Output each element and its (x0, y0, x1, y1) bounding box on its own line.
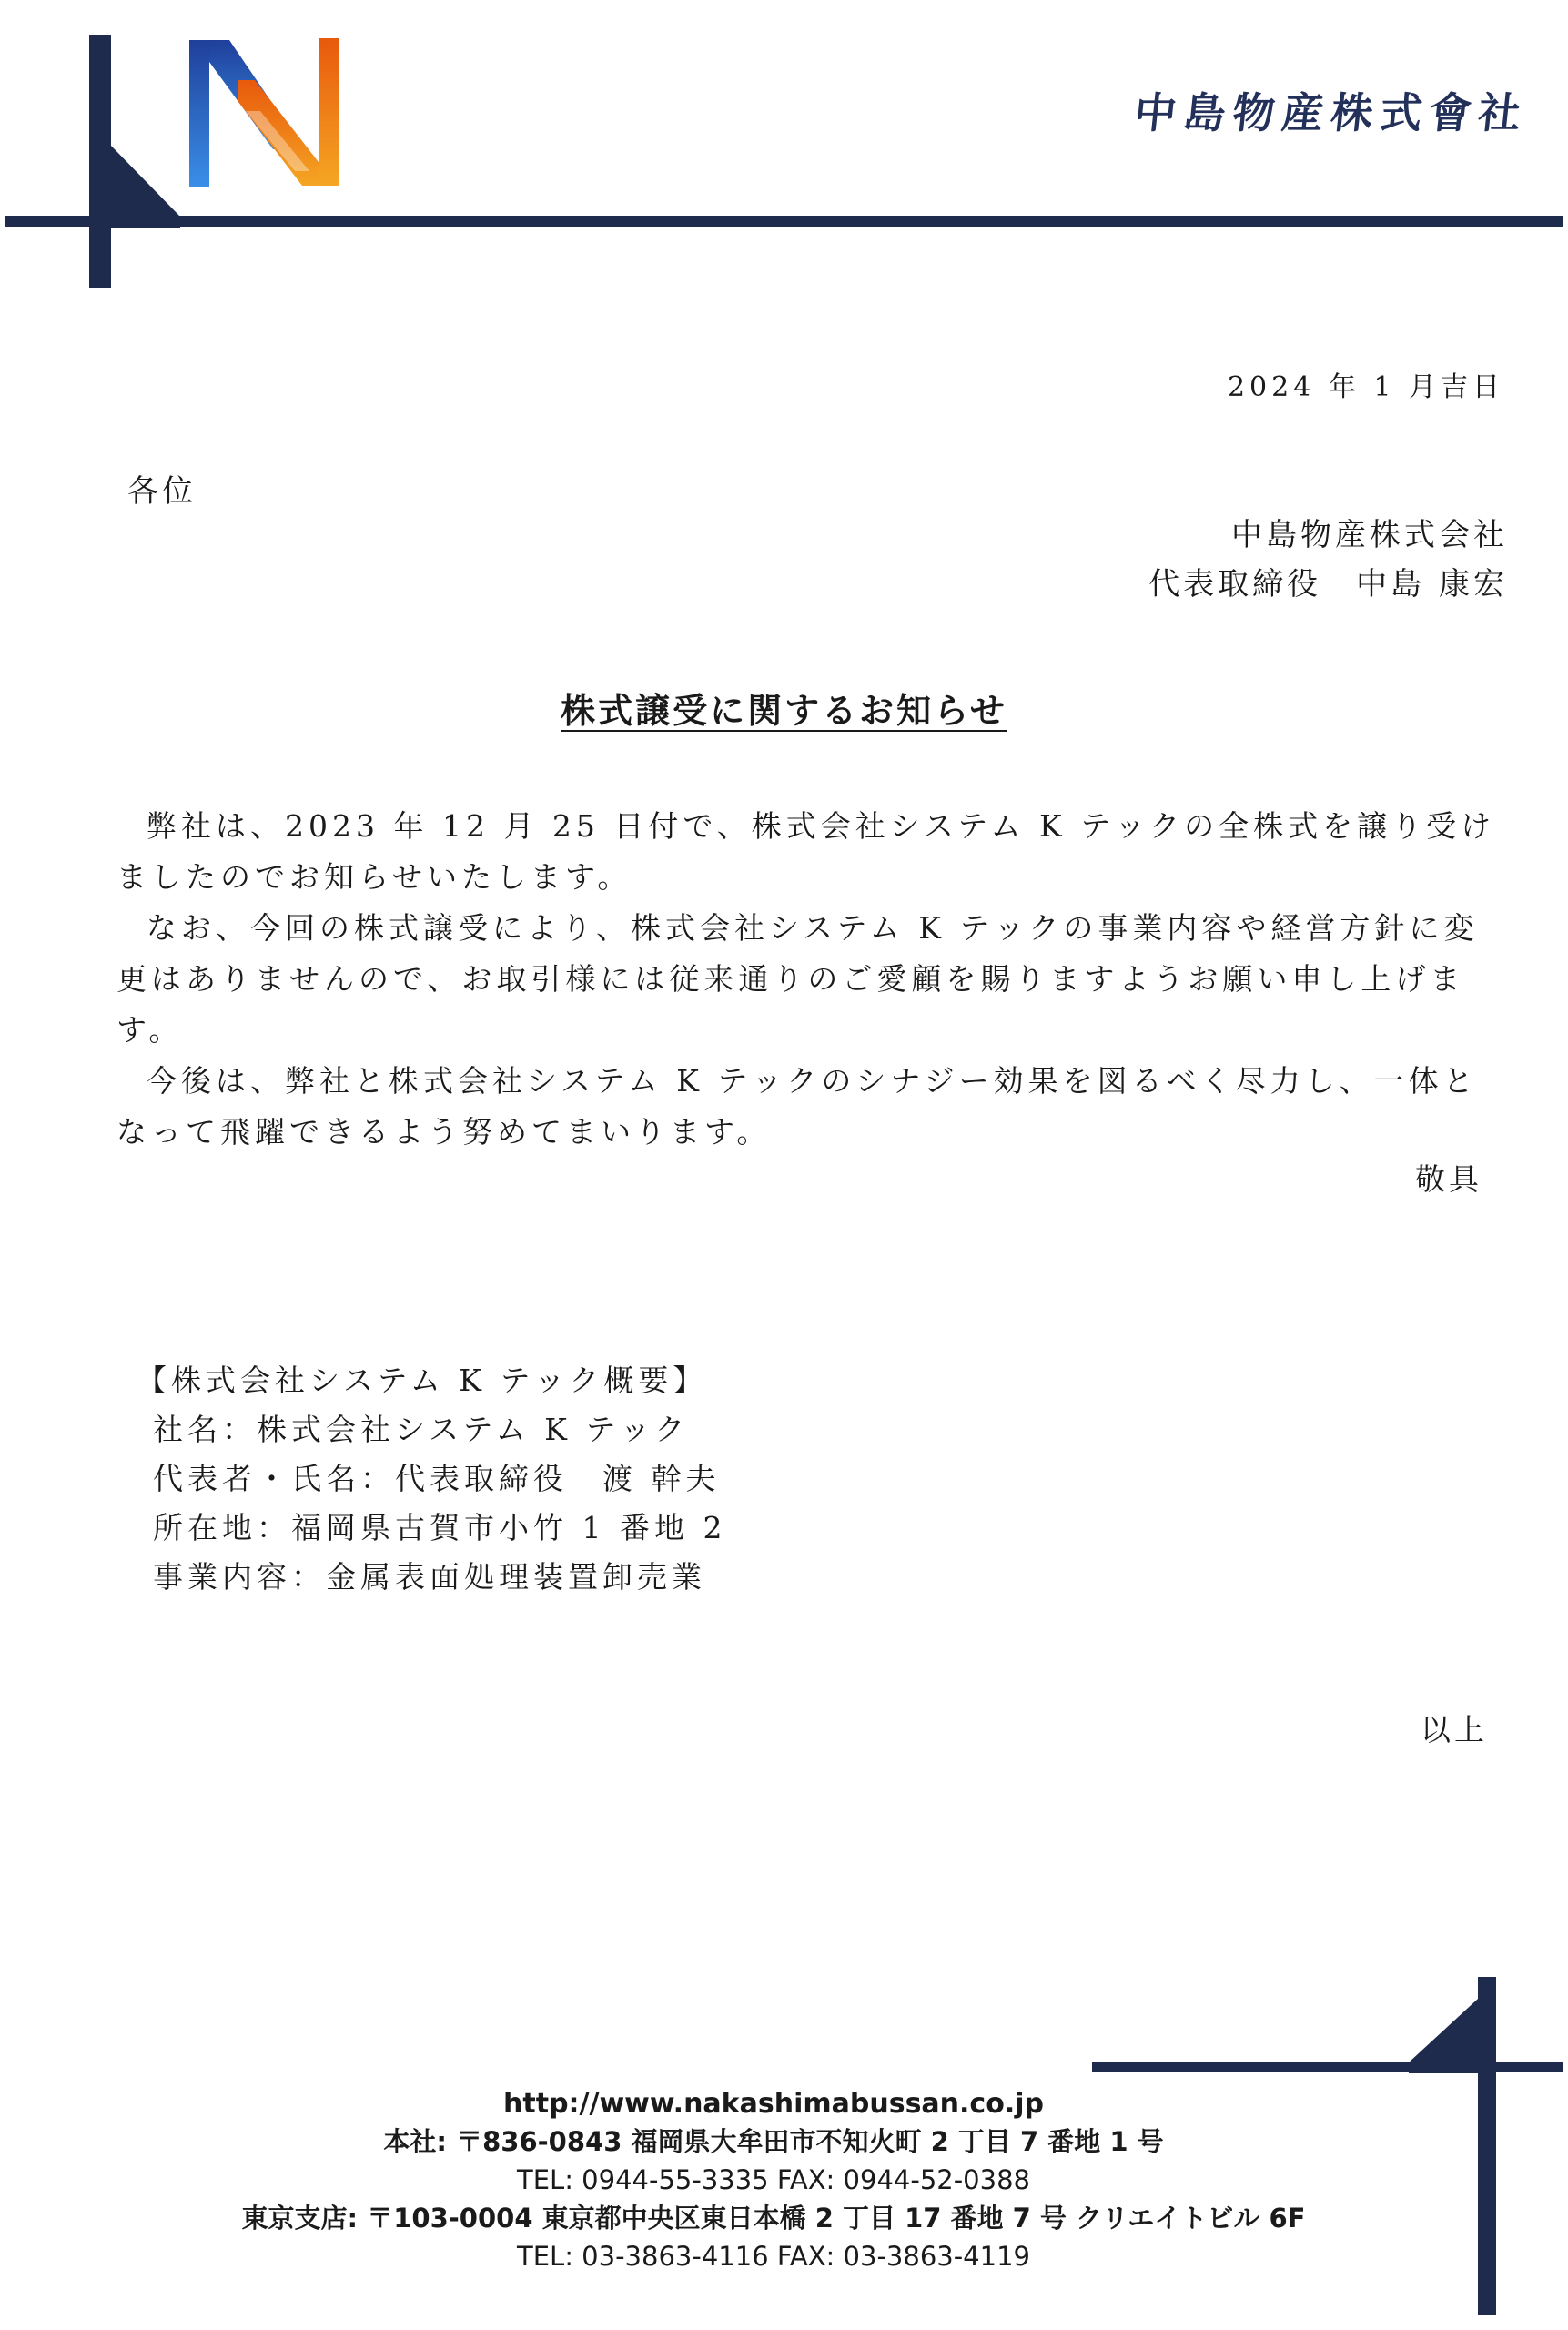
letter-addressee: 各位 (127, 473, 197, 510)
tokyo-branch-label: 東京支店: (241, 2203, 359, 2234)
sender-company: 中島物産株式会社 (1231, 517, 1508, 553)
tokyo-branch-address: 〒103-0004 東京都中央区東日本橋 2 丁目 17 番地 7 号 クリエイトビル 6F (367, 2203, 1306, 2234)
body-paragraph: なお、今回の株式譲受により、株式会社システム K テックの事業内容や経営方針に変更はありませんので、お取引様には従来通りのご愛顧を賜りますようお願い申し上げます。 (116, 910, 1479, 1048)
summary-heading: 【株式会社システム K テック概要】 (137, 1363, 708, 1398)
company-logo (182, 35, 346, 191)
summary-company: 社名：株式会社システム K テック (153, 1412, 690, 1447)
summary-representative: 代表者・氏名：代表取締役 渡 幹夫 (153, 1461, 721, 1496)
summary-business: 事業内容：金属表面処理装置卸売業 (153, 1559, 706, 1595)
letter-title (0, 683, 1568, 733)
sender-person: 代表取締役 中島 康宏 (1148, 566, 1508, 603)
tokyo-branch-tel: TEL: 03-3863-4116 FAX: 03-3863-4119 (517, 2241, 1030, 2272)
head-office-address: 〒836-0843 福岡県大牟田市不知火町 2 丁目 7 番地 1 号 (456, 2126, 1164, 2157)
body-paragraph: 今後は、弊社と株式会社システム K テックのシナジー効果を図るべく尽力し、一体となって飛躍できるよう努めてまいります。 (116, 1063, 1478, 1150)
footer-corner-bevel (1409, 1999, 1496, 2073)
footer-contact (182, 2086, 1365, 2275)
head-office-line (182, 2122, 1365, 2161)
tokyo-branch-line (182, 2199, 1365, 2237)
footer-url[interactable]: http://www.nakashimabussan.co.jp (503, 2088, 1044, 2120)
letter-end: 以上 (1421, 1712, 1488, 1748)
summary-location: 所在地：福岡県古賀市小竹 1 番地 2 (153, 1510, 727, 1545)
body-paragraph: 弊社は、2023 年 12 月 25 日付で、株式会社システム K テックの全株式を譲り受けましたのでお知らせいたします。 (116, 808, 1496, 895)
header-corner-bevel (89, 146, 189, 228)
head-office-tel: TEL: 0944-55-3335 FAX: 0944-52-0388 (517, 2164, 1030, 2195)
letter-date: 2024 年 1 月吉日 (1227, 371, 1504, 403)
company-summary (137, 1356, 727, 1602)
letter-title-text: 株式譲受に関するお知らせ (561, 690, 1007, 731)
head-office-label: 本社: (383, 2126, 447, 2157)
letter-closing: 敬具 (1415, 1161, 1482, 1197)
letter-body (116, 801, 1500, 1158)
header-company-name: 中島物産株式會社 (1131, 88, 1531, 137)
header-horizontal-rule (5, 216, 1563, 227)
